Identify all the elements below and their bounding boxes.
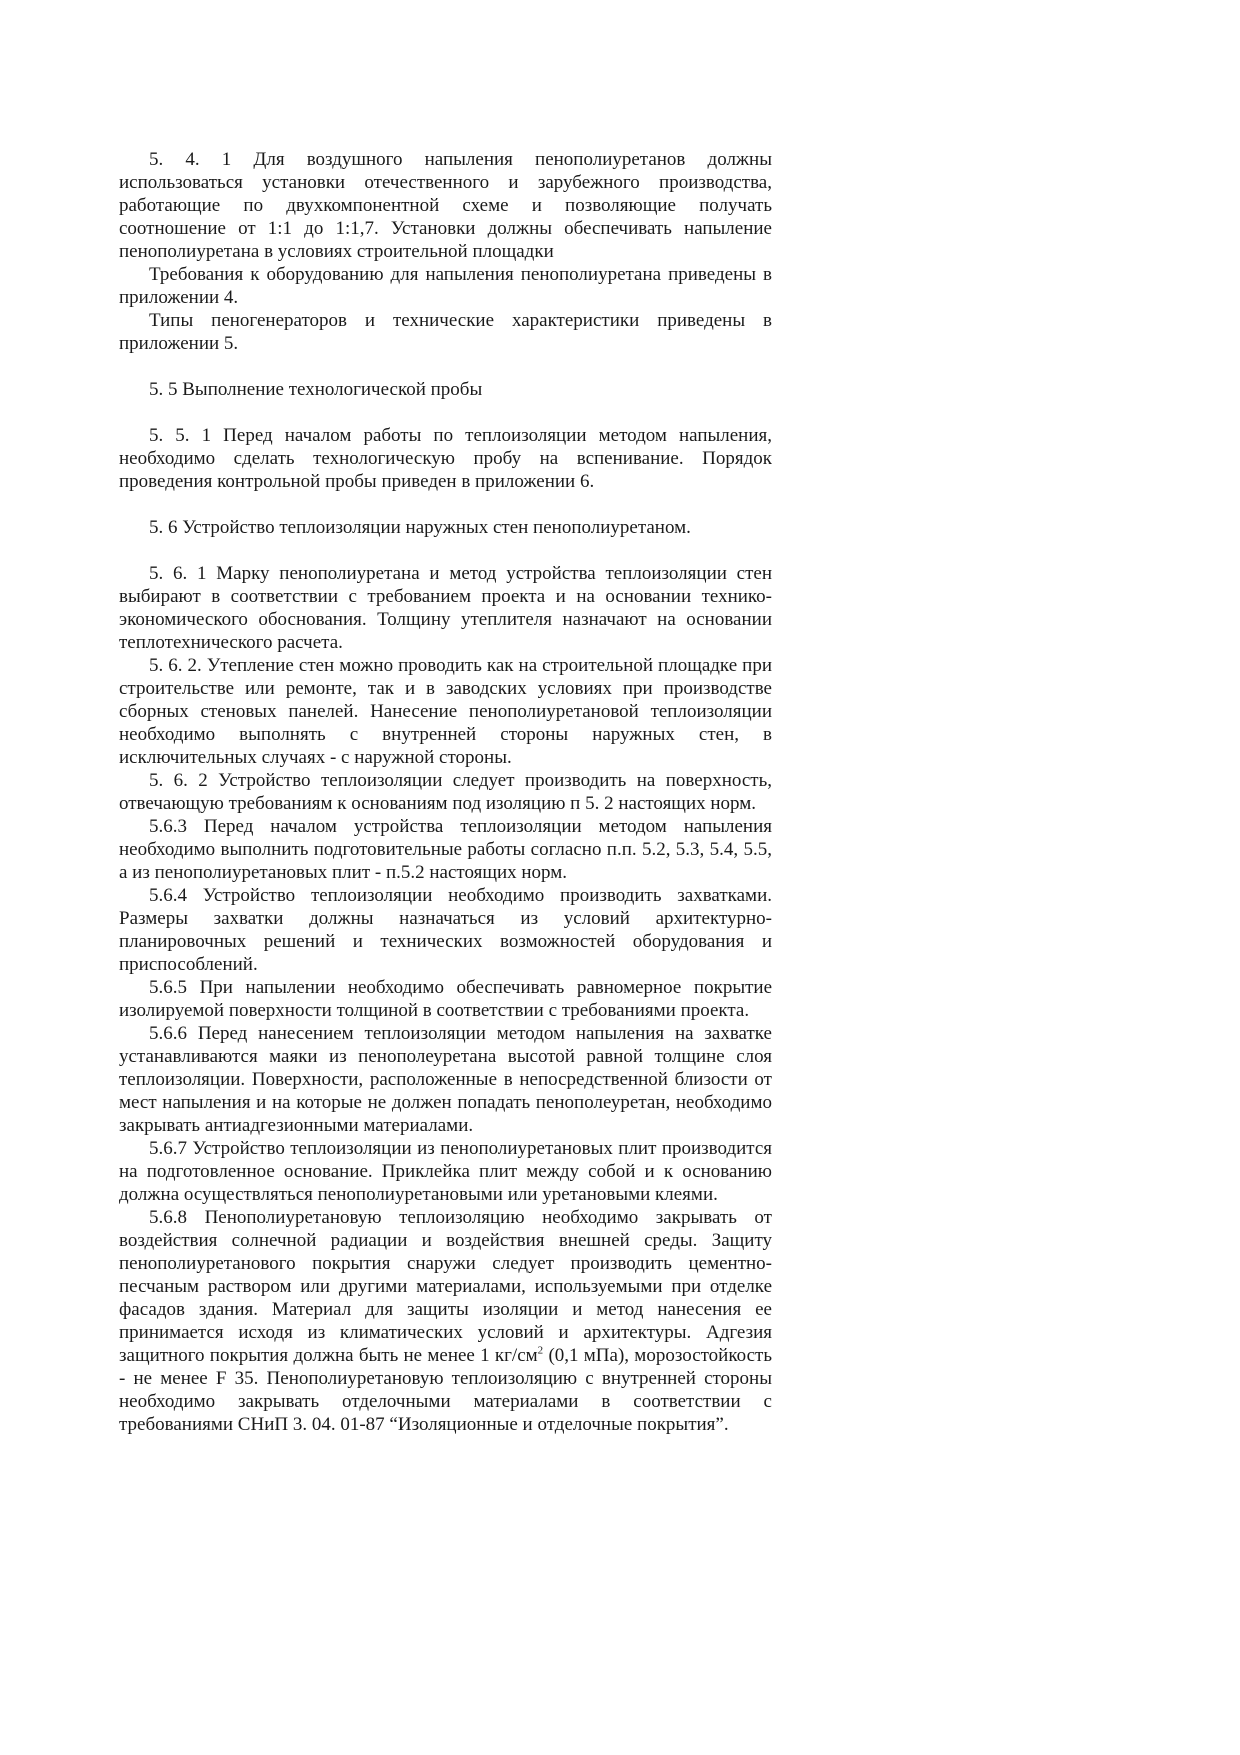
heading-5-5: 5. 5 Выполнение технологической пробы bbox=[149, 379, 483, 400]
heading-5-6: 5. 6 Устройство теплоизоляции наружных стен пенополиуретаном. bbox=[149, 517, 691, 538]
document-page bbox=[119, 148, 772, 1436]
superscript-2: 2 bbox=[537, 1344, 544, 1357]
paragraph-5-6-2-a: 5. 6. 2. Утепление стен можно проводить как на строительной площадке при строительстве или ремонте, так и в заводских условиях при производстве сборных стеновых панелей. Нанесение пенополиуретановой теплоизоляции необходимо выполнять с внутренней стороны наружных стен, в исключительных случаях - с наружной стороны. bbox=[119, 655, 772, 768]
paragraph-5-6-1: 5. 6. 1 Марку пенополиуретана и метод устройства теплоизоляции стен выбирают в соответствии с требованием проекта и на основании технико-экономического обоснования. Толщину утеплителя назначают на основании теплотехнического расчета. bbox=[119, 563, 772, 653]
paragraph-5-6-8 bbox=[119, 1206, 772, 1436]
paragraph-5-6-2-b: 5. 6. 2 Устройство теплоизоляции следует производить на поверхность, отвечающую требованиям к основаниям под изоляцию п 5. 2 настоящих норм. bbox=[119, 770, 772, 814]
spacer bbox=[119, 401, 772, 424]
spacer bbox=[119, 539, 772, 562]
paragraph-5-6-4: 5.6.4 Устройство теплоизоляции необходимо производить захватками. Размеры захватки должны назначаться из условий архитектурно-планировочных решений и технических возможностей оборудования и приспособлений. bbox=[119, 885, 772, 975]
paragraph-5-6-3: 5.6.3 Перед началом устройства теплоизоляции методом напыления необходимо выполнить подготовительные работы согласно п.п. 5.2, 5.3, 5.4, 5.5, а из пенополиуретановых плит - п.5.2 настоящих норм. bbox=[119, 816, 772, 883]
paragraph-5-6-7: 5.6.7 Устройство теплоизоляции из пенополиуретановых плит производится на подготовленное основание. Приклейка плит между собой и к основанию должна осуществляться пенополиуретановыми или уретановыми клеями. bbox=[119, 1138, 772, 1205]
spacer bbox=[119, 493, 772, 516]
paragraph-5-5-1: 5. 5. 1 Перед началом работы по теплоизоляции методом напыления, необходимо сделать технологическую пробу на вспенивание. Порядок проведения контрольной пробы приведен в приложении 6. bbox=[119, 425, 772, 492]
paragraph-5-6-6: 5.6.6 Перед нанесением теплоизоляции методом напыления на захватке устанавливаются маяки из пенополеуретана высотой равной толщине слоя теплоизоляции. Поверхности, расположенные в непосредственной близости от мест напыления и на которые не должен попадать пенополеуретан, необходимо закрывать антиадгезионными материалами. bbox=[119, 1023, 772, 1136]
paragraph-foam-generator-types: Типы пеногенераторов и технические характеристики приведены в приложении 5. bbox=[119, 310, 772, 354]
paragraph-5-6-8-text-end: (0,1 мПа), морозостойкость - не менее F 35. Пенополиуретановую теплоизоляцию с внутренней стороны необходимо закрывать отделочными материалами в соответствии с требованиями СНиП 3. 04. 01-87 “Изоляционные и отделочные покрытия”. bbox=[119, 1345, 772, 1435]
paragraph-5-6-8-text-start: 5.6.8 Пенополиуретановую теплоизоляцию необходимо закрывать от воздействия солнечной радиации и воздействия внешней среды. Защиту пенополиуретанового покрытия снаружи следует производить цементно-песчаным раствором или другими материалами, используемыми при отделке фасадов здания. Материал для защиты изоляции и метод нанесения ее принимается исходя из климатических условий и архитектуры. Адгезия защитного покрытия должна быть не менее 1 кг/см bbox=[119, 1207, 772, 1366]
paragraph-5-4-1: 5. 4. 1 Для воздушного напыления пенополиуретанов должны использоваться установки отечественного и зарубежного производства, работающие по двухкомпонентной схеме и позволяющие получать соотношение от 1:1 до 1:1,7. Установки должны обеспечивать напыление пенополиуретана в условиях строительной площадки bbox=[119, 149, 772, 262]
paragraph-5-6-5: 5.6.5 При напылении необходимо обеспечивать равномерное покрытие изолируемой поверхности толщиной в соответствии с требованиями проекта. bbox=[119, 977, 772, 1021]
spacer bbox=[119, 355, 772, 378]
paragraph-equipment-requirements: Требования к оборудованию для напыления пенополиуретана приведены в приложении 4. bbox=[119, 264, 772, 308]
